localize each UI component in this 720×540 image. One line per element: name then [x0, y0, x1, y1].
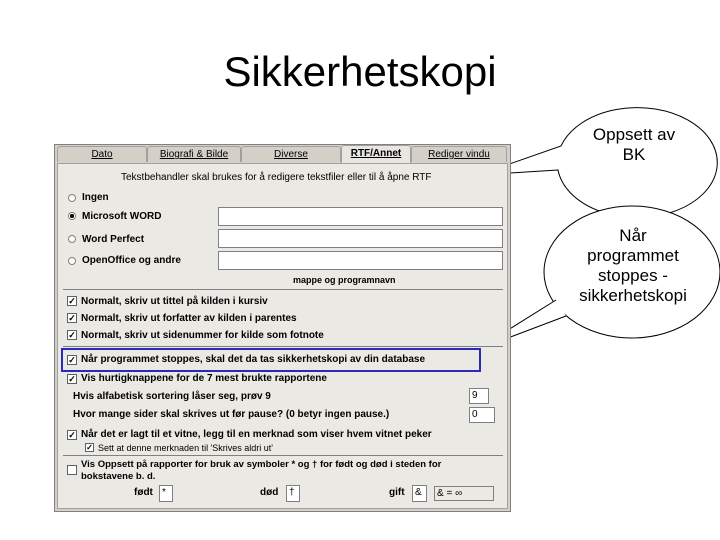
- radio-label: OpenOffice og andre: [82, 255, 181, 266]
- pages-label: Hvor mange sider skal skrives ut før pause? (0 betyr ingen pause.): [73, 409, 390, 420]
- sorting-input[interactable]: 9: [469, 388, 489, 404]
- tab-biografi[interactable]: [147, 146, 241, 162]
- forfatter-checkbox[interactable]: ✓: [68, 313, 76, 323]
- editor-heading: Tekstbehandler skal brukes for å redigere tekstfiler eller til å åpne RTF: [121, 172, 432, 183]
- tittel-checkbox[interactable]: ✓: [68, 296, 76, 306]
- divider: [63, 289, 503, 290]
- checkbox-label: Normalt, skriv ut sidenummer for kilde som fotnote: [81, 330, 324, 341]
- tab-label: Dato: [91, 149, 113, 160]
- sorting-label: Hvis alfabetisk sortering låser seg, prøv 9: [73, 391, 271, 402]
- symbols-checkbox[interactable]: [67, 465, 77, 475]
- backup-checkbox[interactable]: ✓: [68, 355, 76, 365]
- dod-input[interactable]: †: [286, 485, 300, 502]
- callout-top-text: [574, 125, 694, 165]
- backup-highlight-box: [61, 348, 481, 372]
- checkbox-label: Normalt, skriv ut forfatter av kilden i parentes: [81, 313, 297, 324]
- tab-label: Rediger vindu: [428, 149, 490, 160]
- fodt-input[interactable]: *: [159, 485, 173, 502]
- radio-label: Microsoft WORD: [82, 211, 162, 222]
- tab-rtf-annet[interactable]: [341, 145, 411, 164]
- callout-bottom-line: sikkerhetskopi: [579, 286, 687, 305]
- tab-diverse[interactable]: [241, 146, 341, 162]
- dod-label: død: [260, 487, 279, 498]
- checkbox-label: Når programmet stoppes, skal det da tas sikkerhetskopi av din database: [81, 354, 426, 365]
- sidenummer-checkbox[interactable]: ✓: [68, 330, 76, 340]
- gift-input[interactable]: &: [412, 485, 427, 502]
- radio-microsoft-word[interactable]: [68, 212, 76, 220]
- slide-title: Sikkerhetskopi: [223, 48, 497, 95]
- fodt-label: født: [134, 487, 153, 498]
- tab-rediger-vindu[interactable]: [411, 146, 507, 162]
- checkbox-label: Normalt, skriv ut tittel på kilden i kursiv: [81, 296, 268, 307]
- radio-ingen[interactable]: [68, 194, 76, 202]
- gift-symbol-display: & = ∞: [434, 486, 494, 501]
- callout-bottom-line: stoppes -: [598, 266, 668, 285]
- radio-label: Word Perfect: [82, 234, 145, 245]
- callout-top-line: BK: [622, 145, 646, 164]
- radio-openoffice[interactable]: [68, 257, 76, 265]
- radio-label: Ingen: [82, 192, 109, 203]
- checkbox-label: bokstavene b. d.: [81, 471, 156, 482]
- checkbox-label: Vis hurtigknappene for de 7 mest brukte rapportene: [81, 373, 327, 384]
- callout-bottom-text: [548, 226, 718, 306]
- tab-label: Biografi & Bilde: [159, 149, 229, 160]
- callout-bottom-line: Når: [619, 226, 647, 245]
- callout-top-line: Oppsett av: [592, 125, 676, 144]
- divider: [63, 455, 503, 456]
- callout-bottom-line: programmet: [587, 246, 679, 265]
- path-label: mappe og programnavn: [293, 275, 396, 285]
- witness-checkbox[interactable]: ✓: [68, 430, 76, 440]
- witness-sub-checkbox[interactable]: ✓: [86, 443, 93, 452]
- divider: [63, 346, 503, 347]
- radio-word-perfect[interactable]: [68, 235, 76, 243]
- tab-label: Diverse: [274, 149, 308, 160]
- hurtig-checkbox[interactable]: ✓: [68, 374, 76, 384]
- checkbox-label: Sett at denne merknaden til 'Skrives aldri ut': [98, 443, 274, 453]
- word-path-input[interactable]: [218, 207, 503, 226]
- tab-dato[interactable]: [57, 146, 147, 162]
- gift-label: gift: [389, 487, 405, 498]
- checkbox-label: Vis Oppsett på rapporter for bruk av symboler * og † for født og død i steden for: [81, 459, 442, 470]
- tab-bar: [55, 145, 512, 163]
- checkbox-label: Når det er lagt til et vitne, legg til en merknad som viser hvem vitnet peker: [81, 429, 432, 440]
- openoffice-path-input[interactable]: [218, 251, 503, 270]
- pages-input[interactable]: 0: [469, 407, 495, 423]
- settings-dialog: [54, 144, 511, 512]
- wordperfect-path-input[interactable]: [218, 229, 503, 248]
- tab-label: RTF/Annet: [350, 148, 402, 159]
